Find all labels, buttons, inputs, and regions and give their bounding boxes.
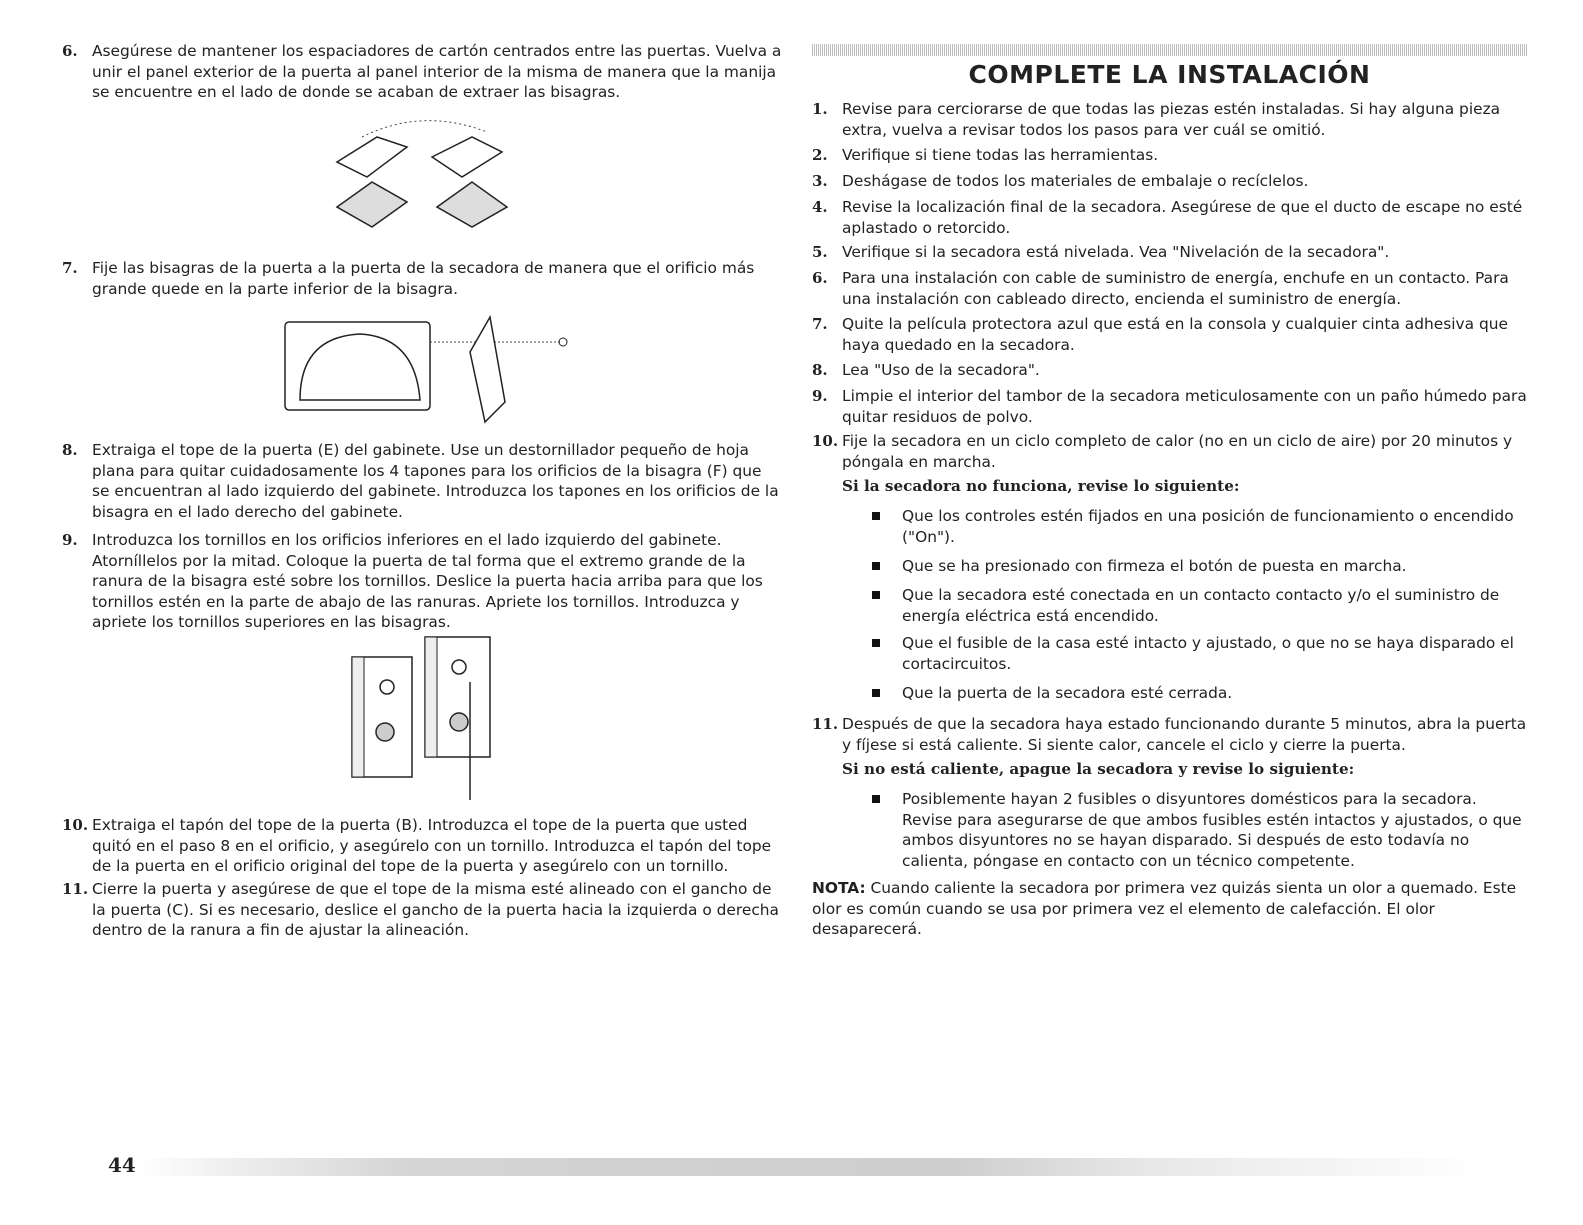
right-step-4 [812,197,1527,238]
step-text: Verifique si tiene todas las herramientas. [842,146,1159,164]
right-step-5 [812,242,1527,263]
step-number: 2. [812,146,828,164]
step-text: Extraiga el tope de la puerta (E) del gabinete. Use un destornillador pequeño de hoja plana para quitar cuidadosamente los 4 tapones para los orificios de la bisagra (F) que se encuentran al lado izquierdo del gabinete. Introduzca los tapones en los orificios de la bisagra en el lado derecho del gabinete. [92,441,779,521]
bullet-item: Que los controles estén fijados en una posición de funcionamiento o encendido ("On"). [872,506,1527,547]
section-title: COMPLETE LA INSTALACIÓN [968,60,1371,89]
left-step-9 [62,530,782,633]
step-text: Fije la secadora en un ciclo completo de calor (no en un ciclo de aire) por 20 minutos y póngala en marcha. [842,432,1513,471]
left-step-8 [62,440,782,522]
bullet-icon [872,639,880,647]
left-step-11 [62,879,782,941]
right-step-8 [812,360,1527,381]
right-step-7 [812,314,1527,355]
step-text: Introduzca los tornillos en los orificios inferiores en el lado izquierdo del gabinete. Atorníllelos por la mitad. Coloque la puerta de tal forma que el extremo grande de la ranura de la bisagra esté sobre los tornillos. Deslice la puerta hacia arriba para que los tornillos estén en la parte de abajo de las ranuras. Apriete los tornillos. Introduzca y apriete los tornillos superiores en las bisagras. [92,531,763,631]
right-step-2 [812,145,1527,166]
bullet-icon [872,512,880,520]
bullet-item: Que la secadora esté conectada en un contacto contacto y/o el suministro de energía eléctrica está encendido. [872,585,1527,626]
right-step-9 [812,386,1527,427]
bullet-item: Posiblemente hayan 2 fusibles o disyuntores domésticos para la secadora. Revise para asegurarse de que ambos fusibles estén intactos y ajustados, o que ambos disyuntores no se hayan disparado. Si después de esto todavía no calienta, póngase en contacto con un técnico competente. [872,789,1527,871]
step-text: Verifique si la secadora está nivelada. Vea "Nivelación de la secadora". [842,243,1390,261]
bullet-item: Que la puerta de la secadora esté cerrada. [872,683,1527,704]
step-number: 10. [812,432,839,450]
bullet-item: Que se ha presionado con firmeza el botón de puesta en marcha. [872,556,1527,577]
step-number: 3. [812,172,828,190]
step-number: 8. [812,361,828,379]
step-number: 6. [812,269,828,287]
step-text: Lea "Uso de la secadora". [842,361,1040,379]
footer-band [140,1158,1485,1176]
bullet-item: Que el fusible de la casa esté intacto y ajustado, o que no se haya disparado el cortacircuitos. [872,633,1527,674]
note-label: NOTA: [812,879,866,897]
step-number: 4. [812,198,828,216]
page-number: 44 [108,1153,136,1177]
step-text: Limpie el interior del tambor de la secadora meticulosamente con un paño húmedo para quitar residuos de polvo. [842,387,1527,426]
step-text: Revise la localización final de la secadora. Asegúrese de que el ducto de escape no esté aplastado o retorcido. [842,198,1523,237]
step-text: Asegúrese de mantener los espaciadores de cartón centrados entre las puertas. Vuelva a unir el panel exterior de la puerta al panel interior de la misma de manera que la manija se encuentre en el lado de donde se acaban de extraer las bisagras. [92,42,782,101]
step-number: 7. [812,315,828,333]
step-number: 7. [62,259,78,277]
bullet-icon [872,689,880,697]
bullet-icon [872,562,880,570]
step-number: 10. [62,816,89,834]
left-step-10 [62,815,782,877]
left-step-7 [62,258,782,299]
section-header-band [812,44,1527,56]
note-paragraph [812,878,1527,940]
step-text: Después de que la secadora haya estado funcionando durante 5 minutos, abra la puerta y fíjese si está caliente. Si siente calor, cancele el ciclo y cierre la puerta. [842,715,1527,754]
step-text: Deshágase de todos los materiales de embalaje o recíclelos. [842,172,1309,190]
step-number: 5. [812,243,828,261]
door-hinge-illustration [280,312,570,427]
step-text: Quite la película protectora azul que está en la consola y cualquier cinta adhesiva que haya quedado en la secadora. [842,315,1508,354]
step-text: Para una instalación con cable de suministro de energía, enchufe en un contacto. Para una instalación con cableado directo, encienda el suministro de energía. [842,269,1509,308]
note-text: Cuando caliente la secadora por primera vez quizás sienta un olor a quemado. Este olor es común cuando se usa por primera vez el elemento de calefacción. El olor desaparecerá. [812,879,1517,938]
step-text: Fije las bisagras de la puerta a la puerta de la secadora de manera que el orificio más grande quede en la parte inferior de la bisagra. [92,259,755,298]
step-text: Extraiga el tapón del tope de la puerta (B). Introduzca el tope de la puerta que usted quitó en el paso 8 en el orificio, y asegúrelo con un tornillo. Introduzca el tapón del tope de la puerta en el orificio original del tope de la puerta y asegúrelo con un tornillo. [92,816,772,875]
step-number: 11. [62,880,89,898]
step-number: 11. [812,715,839,733]
right-step-10 [812,431,1527,472]
step-text: Cierre la puerta y asegúrese de que el tope de la misma esté alineado con el gancho de la puerta (C). Si es necesario, deslice el gancho de la puerta hacia la izquierda o derecha dentro de la ranura a fin de ajustar la alineación. [92,880,779,939]
step-text: Revise para cerciorarse de que todas las piezas estén instaladas. Si hay alguna pieza extra, vuelva a revisar todos los pasos para ver cuál se omitió. [842,100,1501,139]
left-step-6 [62,41,782,103]
step-number: 8. [62,441,78,459]
step-number: 9. [812,387,828,405]
door-panels-illustration [322,112,522,237]
subheading-not-working: Si la secadora no funciona, revise lo siguiente: [842,477,1240,495]
right-step-11 [812,714,1527,755]
bullet-icon [872,795,880,803]
subheading-not-hot: Si no está caliente, apague la secadora y revise lo siguiente: [842,760,1355,778]
step-number: 1. [812,100,828,118]
right-step-1 [812,99,1527,140]
hinges-illustration [347,632,497,802]
step-number: 6. [62,42,78,60]
bullet-icon [872,591,880,599]
step-number: 9. [62,531,78,549]
right-step-3 [812,171,1527,192]
right-step-6 [812,268,1527,309]
